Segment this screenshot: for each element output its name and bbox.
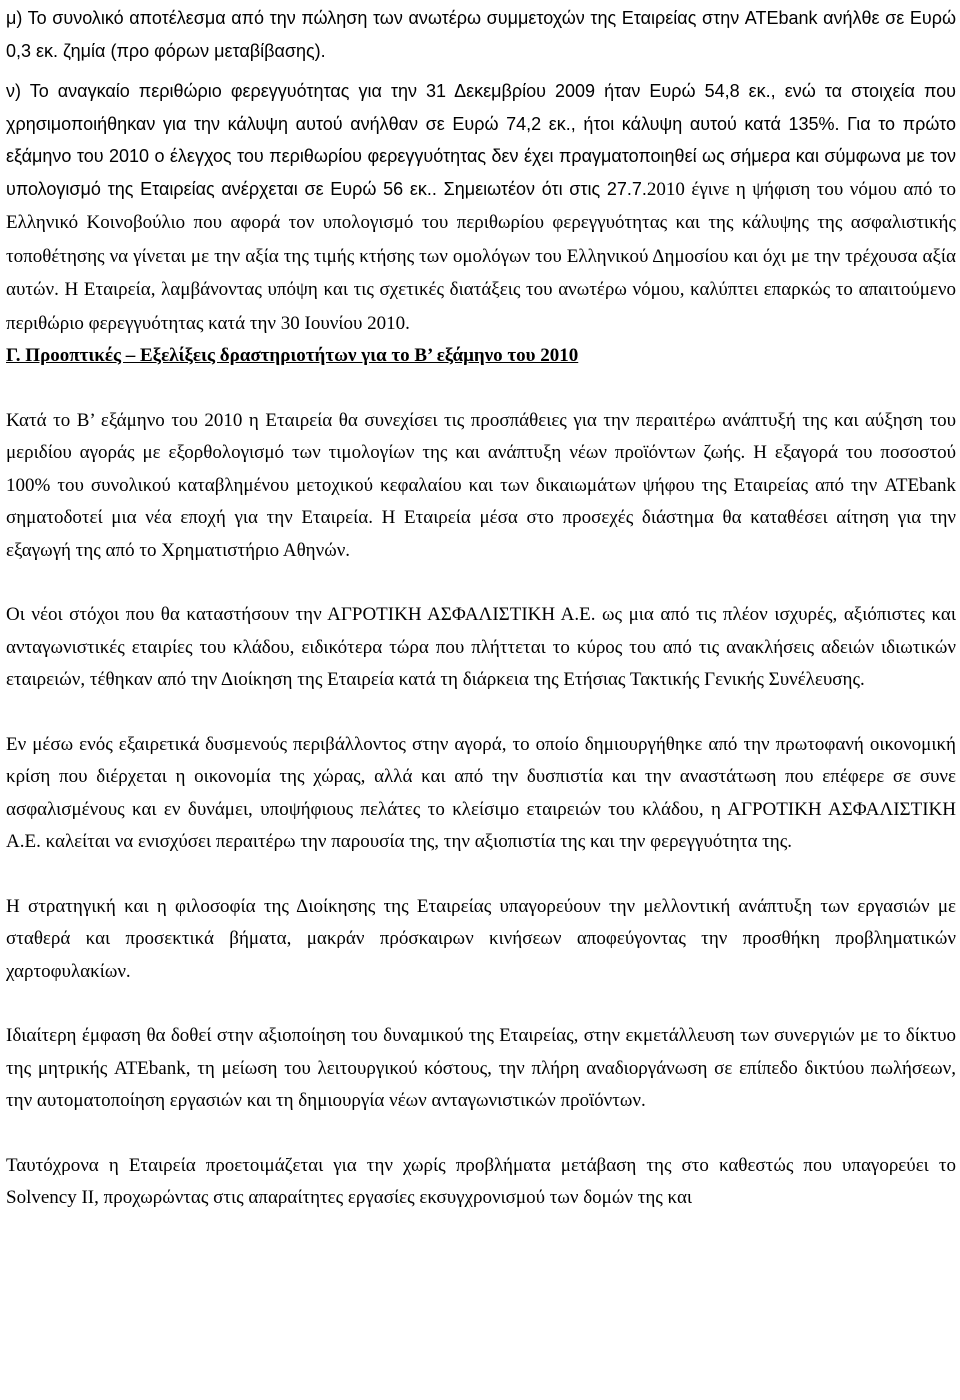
paragraph-nu-part-2: 2010 έγινε η ψήφιση του νόμου από το Ελληνικό Κοινοβούλιο που αφορά τον υπολογισμό του περιθωρίου φερεγγυότητας και της κάλυψης της ασφαλιστικής τοποθέτησης να γίνεται με την αξία της τιμής κτήσης των ομολόγων του Ελληνικού Δημοσίου και όχι με την τρέχουσα αξία αυτών. Η Εταιρεία, λαμβάνοντας υπόψη και τις σχετικές διατάξεις του ανωτέρω νόμου, καλύπτει επαρκώς το απαιτούμενο περιθώριο φερεγγυότητας κατά την 30 Ιουνίου 2010. [6, 178, 956, 334]
paragraph-mu: μ) Το συνολικό αποτέλεσμα από την πώληση των ανωτέρω συμμετοχών της Εταιρείας στην ATEbank ανήλθε σε Ευρώ 0,3 εκ. ζημία (προ φόρων μεταβίβασης). [6, 8, 956, 61]
paragraph-5: Ιδιαίτερη έμφαση θα δοθεί στην αξιοποίηση του δυναμικού της Εταιρείας, στην εκμετάλλευση των συνεργιών με το δίκτυο της μητρικής ATEbank, τη μείωση του λειτουργικού κόστους, την πλήρη αναδιοργάνωση σε επίπεδο δικτύου πωλήσεων, την αυτοματοποίηση εργασιών και τη δημιουργία νέων ανταγωνιστικών προϊόντων. [6, 1025, 956, 1111]
paragraph-nu [6, 75, 956, 340]
paragraph-nu-part-1: ν) Το αναγκαίο περιθώριο φερεγγυότητας για την 31 Δεκεμβρίου 2009 ήταν Ευρώ 54,8 εκ., ενώ τα στοιχεία που χρησιμοποιήθηκαν για την κάλυψη αυτού ανήλθαν σε Ευρώ 74,2 εκ., ήτοι κάλυψη αυτού κατά 135%. Για το πρώτο εξάμηνο του 2010 ο έλεγχος του περιθωρίου φερεγγυότητας δεν έχει πραγματοποιηθεί ως σήμερα και σύμφωνα με τον υπολογισμό της Εταιρείας ανέρχεται σε Ευρώ 56 εκ.. Σημειωτέον ότι στις 27.7. [6, 81, 956, 199]
document-page [6, 2, 956, 1215]
section-heading: Γ. Προοπτικές – Εξελίξεις δραστηριοτήτων για το Β’ εξάμηνο του 2010 [6, 345, 579, 366]
paragraph-3: Εν μέσω ενός εξαιρετικά δυσμενούς περιβάλλοντος στην αγορά, το οποίο δημιουργήθηκε από την πρωτοφανή οικονομική κρίση που διέρχεται η οικονομία της χώρας, αλλά και από την δυσπιστία και την αναστάτωση που επέφερε σε συνε ασφαλισμένους και εν δυνάμει, υποψήφιους πελάτες το κλείσιμο εταιρειών του κλάδου, η ΑΓΡΟΤΙΚΗ ΑΣΦΑΛΙΣΤΙΚΗ Α.Ε. καλείται να ενισχύσει περαιτέρω την παρουσία της, την αξιοπιστία της και την φερεγγυότητα της. [6, 733, 956, 852]
paragraph-1: Κατά το Β’ εξάμηνο του 2010 η Εταιρεία θα συνεχίσει τις προσπάθειες για την περαιτέρω ανάπτυξή της και αύξηση του μεριδίου αγοράς με εξορθολογισμό των τιμολογίων της και ανάπτυξη νέων προϊόντων ζωής. Η εξαγορά του ποσοστού 100% του συνολικού καταβλημένου μετοχικού κεφαλαίου και των δικαιωμάτων ψήφου της Εταιρείας από την ATEbank σηματοδοτεί μια νέα εποχή για την Εταιρεία. Η Εταιρεία μέσα στο προσεχές διάστημα θα καταθέσει αίτηση για την εξαγωγή της από το Χρηματιστήριο Αθηνών. [6, 409, 956, 561]
paragraph-2: Οι νέοι στόχοι που θα καταστήσουν την ΑΓΡΟΤΙΚΗ ΑΣΦΑΛΙΣΤΙΚΗ Α.Ε. ως μια από τις πλέον ισχυρές, αξιόπιστες και ανταγωνιστικές εταιρίες του κλάδου, ειδικότερα τώρα που πλήττεται το κύρος του από τις ανακλήσεις αδειών ιδιωτικών εταιρειών, τέθηκαν από την Διοίκηση της Εταιρεία κατά τη διάρκεια της Ετήσιας Τακτικής Γενικής Συνέλευσης. [6, 604, 956, 690]
paragraph-4: Η στρατηγική και η φιλοσοφία της Διοίκησης της Εταιρείας υπαγορεύουν την μελλοντική ανάπτυξη των εργασιών με σταθερά και προσεκτικά βήματα, μακράν πρόσκαιρων κινήσεων αποφεύγοντας την προσθήκη προβληματικών χαρτοφυλακίων. [6, 895, 956, 982]
paragraph-6: Ταυτόχρονα η Εταιρεία προετοιμάζεται για την χωρίς προβλήματα μετάβαση της στο καθεστώς που υπαγορεύει το Solvency II, προχωρώντας στις απαραίτητες εργασίες εκσυγχρονισμού των δομών της και [6, 1154, 956, 1208]
